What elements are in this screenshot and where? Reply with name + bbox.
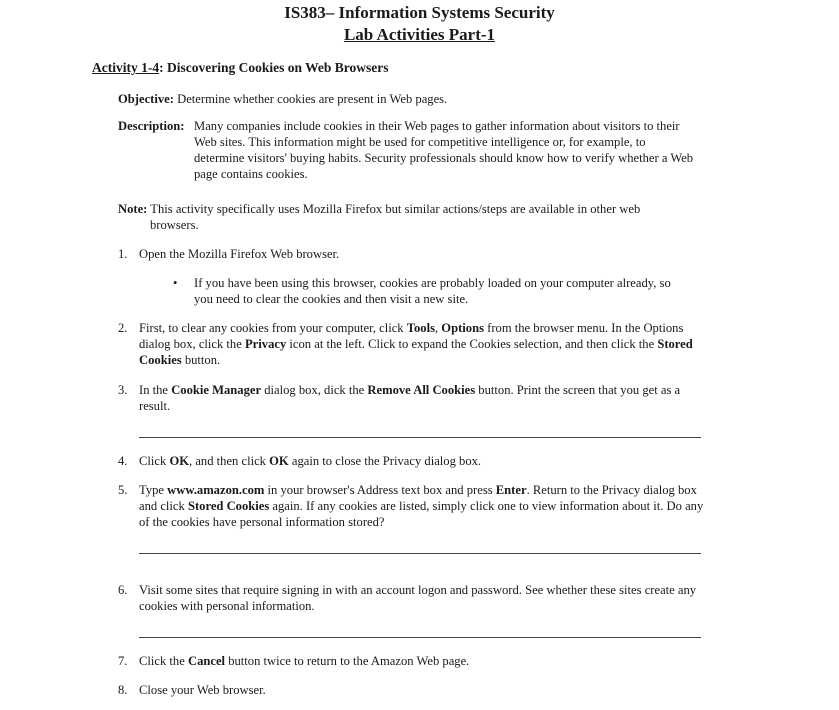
description-body — [194, 118, 774, 182]
note-label: Note: — [118, 202, 148, 216]
note-line-1 — [118, 201, 758, 217]
description-line: Many companies include cookies in their Web pages to gather information about visitors to their — [194, 119, 680, 133]
step-line: cookies with personal information. — [139, 599, 315, 613]
note — [118, 201, 758, 233]
step-line: dialog box, click the Privacy icon at the left. Click to expand the Cookies selection, and then click the Stored — [139, 337, 693, 351]
step-number: 1. — [118, 247, 128, 261]
step-number: 4. — [118, 454, 128, 468]
step-line: and click Stored Cookies again. If any cookies are listed, simply click one to view information about it. Do any — [139, 499, 704, 513]
activity-heading — [92, 60, 388, 76]
step-number: 2. — [118, 321, 128, 335]
answer-line — [139, 437, 701, 438]
step-line: result. — [139, 399, 171, 413]
lab-subtitle: Lab Activities Part-1 — [343, 25, 496, 44]
bullet-text — [194, 275, 754, 307]
step-4-text: Click OK, and then click OK again to close the Privacy dialog box. — [139, 454, 482, 468]
note-text: This activity specifically uses Mozilla Firefox but similar actions/steps are available in other web — [147, 202, 641, 216]
bullet-line: If you have been using this browser, cookies are probably loaded on your computer already, so — [194, 276, 671, 290]
step-line: of the cookies have personal information stored? — [139, 515, 385, 529]
description-line: Web sites. This information might be used for competitive intelligence or, for example, to — [194, 135, 646, 149]
step-line: In the Cookie Manager dialog box, dick the Remove All Cookies button. Print the screen that you get as a — [139, 383, 681, 397]
step-line: Visit some sites that require signing in with an account logon and password. See whether these sites create any — [139, 583, 697, 597]
step-5-text — [139, 482, 779, 530]
step-8-text: Close your Web browser. — [139, 683, 266, 697]
step-number: 3. — [118, 383, 128, 397]
step-line: First, to clear any cookies from your computer, click Tools, Options from the browser menu. In the Options — [139, 321, 684, 335]
step-number: 6. — [118, 583, 128, 597]
objective-text: Determine whether cookies are present in Web pages. — [173, 92, 448, 106]
step-7-text: Click the Cancel button twice to return to the Amazon Web page. — [139, 654, 470, 668]
course-title: IS383– Information Systems Security — [284, 3, 555, 22]
objective-label: Objective: — [118, 92, 174, 106]
step-6-text — [139, 582, 779, 614]
answer-line — [139, 637, 701, 638]
step-1-text: Open the Mozilla Firefox Web browser. — [139, 247, 340, 261]
description-line: determine visitors' buying habits. Security professionals should know how to verify whether a Web — [194, 151, 694, 165]
description — [118, 118, 778, 181]
step-2-text — [139, 320, 779, 368]
description-label: Description: — [118, 119, 185, 133]
step-number: 8. — [118, 683, 128, 697]
step-number: 5. — [118, 483, 128, 497]
objective — [118, 91, 447, 107]
activity-number: Activity 1-4 — [92, 60, 160, 75]
description-line: page contains cookies. — [194, 167, 308, 181]
activity-title: : Discovering Cookies on Web Browsers — [159, 60, 389, 75]
step-3-text — [139, 382, 779, 414]
step-line: Cookies button. — [139, 353, 221, 367]
bullet-icon: • — [173, 276, 178, 290]
note-line-2: browsers. — [150, 218, 199, 232]
step-number: 7. — [118, 654, 128, 668]
step-line: Type www.amazon.com in your browser's Address text box and press Enter. Return to the Privacy dialog box — [139, 483, 697, 497]
bullet-line: you need to clear the cookies and then visit a new site. — [194, 292, 469, 306]
answer-line — [139, 553, 701, 554]
